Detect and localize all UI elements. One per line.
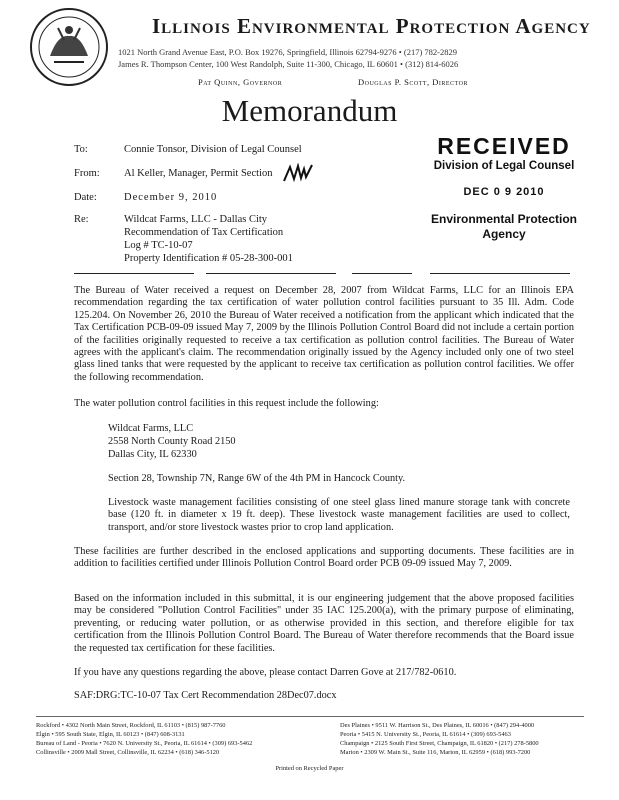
director-name: Douglas P. Scott, Director bbox=[358, 77, 468, 87]
date-value: December 9, 2010 bbox=[124, 192, 218, 203]
footer-right-2: Peoria • 5415 N. University St., Peoria, IL 61614 • (309) 693-5463 bbox=[340, 731, 511, 738]
memo-title: Memorandum bbox=[221, 93, 398, 128]
header-rule-1 bbox=[74, 273, 194, 274]
footer-right-4: Marion • 2309 W. Main St., Suite 116, Marion, IL 62959 • (618) 993-7200 bbox=[340, 749, 531, 756]
header-rule-2 bbox=[206, 273, 336, 274]
governor-name: Pat Quinn, Governor bbox=[198, 77, 283, 87]
agency-address-1: 1021 North Grand Avenue East, P.O. Box 19276, Springfield, Illinois 62794-9276 • (217) 782-2829 bbox=[118, 47, 458, 57]
stamp-agency-1: Environmental Protection bbox=[430, 212, 578, 226]
to-value: Connie Tonsor, Division of Legal Counsel bbox=[124, 144, 302, 155]
re-line-1: Wildcat Farms, LLC - Dallas City bbox=[124, 214, 268, 225]
footer-right-3: Champaign • 2125 South First Street, Champaign, IL 61820 • (217) 278-5800 bbox=[340, 740, 539, 747]
date-label: Date: bbox=[74, 192, 97, 203]
facility-section: Section 28, Township 7N, Range 6W of the 4th PM in Hancock County. bbox=[108, 473, 406, 484]
received-stamp bbox=[424, 133, 584, 242]
agency-seal-logo bbox=[28, 6, 110, 88]
body-paragraph-5: If you have any questions regarding the above, please contact Darren Gove at 217/782-0610. bbox=[74, 667, 457, 678]
stamp-date: DEC 0 9 2010 bbox=[463, 186, 545, 198]
footer-rule bbox=[36, 716, 584, 717]
recycled-paper-note: Printed on Recycled Paper bbox=[275, 765, 344, 772]
re-label: Re: bbox=[74, 214, 89, 225]
stamp-received: RECEIVED bbox=[437, 133, 571, 159]
stamp-division: Division of Legal Counsel bbox=[433, 160, 575, 172]
body-paragraph-2: The water pollution control facilities in this request include the following: bbox=[74, 398, 379, 409]
body-paragraph-3: These facilities are further described in the enclosed applications and supporting documents. These facilities are in addition to facilities certified under Illinois Pollution Control Board order PCB 09-09 issued May 7, 2009. bbox=[74, 546, 574, 570]
facility-name: Wildcat Farms, LLC bbox=[108, 423, 194, 434]
facility-city: Dallas City, IL 62330 bbox=[108, 449, 197, 460]
re-line-3: Log # TC-10-07 bbox=[124, 240, 193, 251]
initials-signature bbox=[282, 163, 314, 185]
body-paragraph-1: The Bureau of Water received a request on December 28, 2007 from Wildcat Farms, LLC for an Illinois EPA recommendation regarding the tax certification of water pollution control facilities pursuant to 35 Ill. Adm. Code 125.204. On November 26, 2010 the Bureau of Water received a notification from the applicant which indicated that the Tax Certification PCB-09-09 issued May 7, 2009 by the Illinois Pollution Control Board did not include a certain portion of the facilities originally requested to receive a tax certification as pollution control facilities. The Bureau of Water agrees with the applicant's claim. The recommendation originally issued by the Agency included only one of two steel glass lined tanks that were requested by the applicant to receive tax certification as pollution control facilities. We offer the following recommendation. bbox=[74, 285, 574, 383]
body-paragraph-4: Based on the information included in this submittal, it is our engineering judgement that the above proposed facilities may be considered "Pollution Control Facilities" under 35 IAC 125.200(a), with the primary purpose of eliminating, preventing, or reducing water pollution, or as otherwise provided in this section, and therefore eligible for tax certification from the Illinois Pollution Control Board. The Bureau of Water therefore recommends that the Board issue the requested tax certification for these facilities. bbox=[74, 593, 574, 654]
facility-street: 2558 North County Road 2150 bbox=[108, 436, 236, 447]
header-rule-3 bbox=[352, 273, 412, 274]
footer-left-1: Rockford • 4302 North Main Street, Rockford, IL 61103 • (815) 987-7760 bbox=[36, 722, 226, 729]
footer-left-2: Elgin • 595 South State, Elgin, IL 60123 • (847) 608-3131 bbox=[36, 731, 185, 738]
to-label: To: bbox=[74, 144, 88, 155]
from-value: Al Keller, Manager, Permit Section bbox=[124, 168, 273, 179]
livestock-description: Livestock waste management facilities consisting of one steel glass lined manure storage tank with concrete base (120 ft. in diameter x 19 ft. deep). These livestock waste management facilities are used to collect, transport, and/or store livestock wastes prior to crop land application. bbox=[108, 497, 570, 533]
re-line-2: Recommendation of Tax Certification bbox=[124, 227, 284, 238]
stamp-agency-2: Agency bbox=[482, 227, 526, 241]
footer-left-4: Collinsville • 2009 Mall Street, Collinsville, IL 62234 • (618) 346-5120 bbox=[36, 749, 220, 756]
footer-left-3: Bureau of Land - Peoria • 7620 N. University St., Peoria, IL 61614 • (309) 693-5462 bbox=[36, 740, 253, 747]
from-label: From: bbox=[74, 168, 100, 179]
re-line-4: Property Identification # 05-28-300-001 bbox=[124, 253, 293, 264]
header-rule-4 bbox=[430, 273, 570, 274]
agency-address-2: James R. Thompson Center, 100 West Randolph, Suite 11-300, Chicago, IL 60601 • (312) 814-6026 bbox=[118, 59, 459, 69]
file-reference: SAF:DRG:TC-10-07 Tax Cert Recommendation 28Dec07.docx bbox=[74, 690, 337, 701]
agency-name: Illinois Environmental Protection Agency bbox=[152, 14, 591, 38]
footer-right-1: Des Plaines • 9511 W. Harrison St., Des Plaines, IL 60016 • (847) 294-4000 bbox=[340, 722, 535, 729]
